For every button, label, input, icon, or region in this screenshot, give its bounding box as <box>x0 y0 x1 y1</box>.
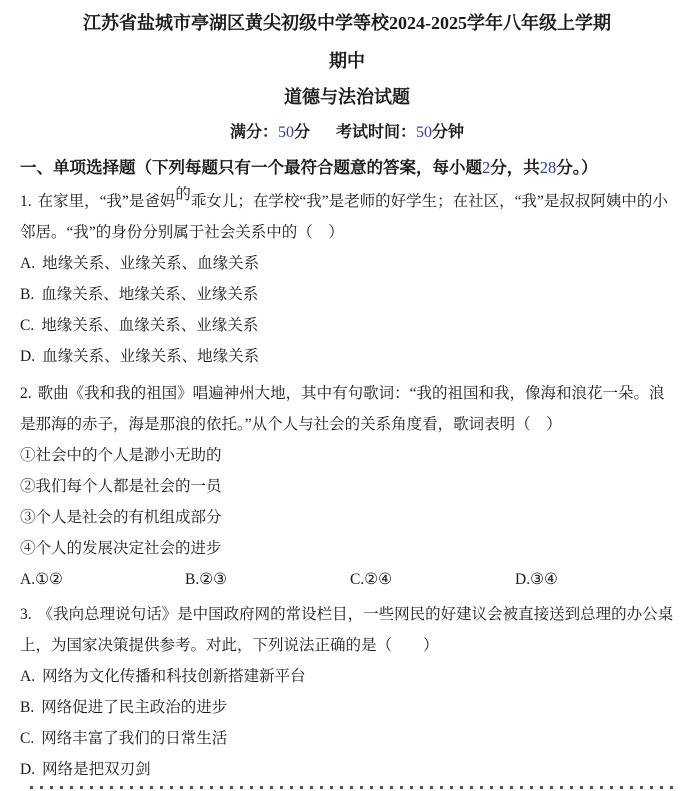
section-heading-part: 分，共 <box>490 158 540 177</box>
question-1-option-a <box>20 248 674 279</box>
time-value: 50 <box>416 124 433 141</box>
option-label: A. <box>20 668 36 685</box>
option-label: B. <box>20 699 35 716</box>
question-1-stem-pre: 在家里，“我”是爸妈 <box>37 193 176 210</box>
option-text: 地缘关系、血缘关系、业缘关系 <box>41 317 259 334</box>
score-unit: 分 <box>293 124 310 141</box>
option-text: 网络为文化传播和科技创新搭建新平台 <box>42 668 306 685</box>
question-3-stem <box>20 599 674 661</box>
subject-title: 道德与法治试题 <box>284 87 410 107</box>
score-label: 满分： <box>229 124 278 141</box>
question-2-choice-a: A.①② <box>20 571 63 588</box>
option-label: C. <box>20 317 35 334</box>
option-text: 血缘关系、地缘关系、业缘关系 <box>41 286 259 303</box>
section-total-points: 28 <box>539 158 557 177</box>
question-1-option-b <box>20 279 674 310</box>
question-3 <box>20 599 674 785</box>
time-unit: 分钟 <box>432 124 465 141</box>
question-2-answer-choices-row <box>20 564 674 595</box>
option-text: 网络促进了民主政治的进步 <box>41 699 228 716</box>
question-1 <box>20 186 674 372</box>
exam-title-line2: 期中 <box>329 51 365 71</box>
question-1-number: 1. <box>20 193 32 210</box>
section-heading-part: 一、单项选择题（下列每题只有一个最符合题意的答案，每小题 <box>20 158 482 177</box>
question-2 <box>20 378 674 595</box>
per-question-points: 2 <box>482 158 491 177</box>
question-3-number: 3. <box>20 606 32 623</box>
question-2-number: 2. <box>20 385 32 402</box>
question-2-stem-text: 歌曲《我和我的祖国》唱遍神州大地，其中有句歌词：“我的祖国和我，像海和浪花一朵。浪是那海的赤子，海是那浪的依托。”从个人与社会的关系角度看，歌词表明（ ） <box>20 385 665 433</box>
option-text: 地缘关系、业缘关系、血缘关系 <box>42 255 260 272</box>
question-3-option-c <box>20 723 674 754</box>
question-3-option-b <box>20 692 674 723</box>
option-text: 网络丰富了我们的日常生活 <box>41 730 228 747</box>
question-3-stem-text: 《我向总理说句话》是中国政府网的常设栏目，一些网民的好建议会被直接送到总理的办公桌上，为国家决策提供参考。对此，下列说法正确的是（ ） <box>20 606 674 654</box>
question-1-option-d <box>20 341 674 372</box>
question-3-option-d <box>20 754 674 785</box>
exam-info-line <box>20 122 674 144</box>
question-1-superscript-char: 的 <box>175 186 191 203</box>
section-heading <box>20 156 674 180</box>
option-text: 网络是把双刃剑 <box>42 761 151 778</box>
question-2-statement-1: ①社会中的个人是渺小无助的 <box>20 447 222 464</box>
option-text: 血缘关系、业缘关系、地缘关系 <box>42 348 260 365</box>
question-2-statement-2: ②我们每个人都是社会的一员 <box>20 478 222 495</box>
question-3-option-a <box>20 661 674 692</box>
question-1-stem-post: 乖女儿；在学校“我”是老师的好学生；在社区，“我”是叔叔阿姨中的小邻居。“我”的身份分别属于社会关系中的（ ） <box>20 193 668 241</box>
option-label: C. <box>20 730 35 747</box>
exam-title-line1: 江苏省盐城市亭湖区黄尖初级中学等校2024-2025学年八年级上学期 <box>83 13 611 33</box>
question-1-option-c <box>20 310 674 341</box>
score-value: 50 <box>277 124 294 141</box>
question-2-stem <box>20 378 674 440</box>
question-2-statement-4: ④个人的发展决定社会的进步 <box>20 540 222 557</box>
time-label: 考试时间： <box>336 124 417 141</box>
clipped-next-question-remnant <box>30 786 674 789</box>
question-2-choice-b: B.②③ <box>185 571 228 588</box>
option-label: B. <box>20 286 35 303</box>
section-heading-part: 分。） <box>556 158 598 177</box>
question-1-stem <box>20 186 674 248</box>
option-label: D. <box>20 761 36 778</box>
option-label: D. <box>20 348 36 365</box>
option-label: A. <box>20 255 36 272</box>
question-2-choice-c: C.②④ <box>350 571 393 588</box>
question-2-statement-3: ③个人是社会的有机组成部分 <box>20 509 222 526</box>
question-2-choice-d: D.③④ <box>515 571 558 588</box>
